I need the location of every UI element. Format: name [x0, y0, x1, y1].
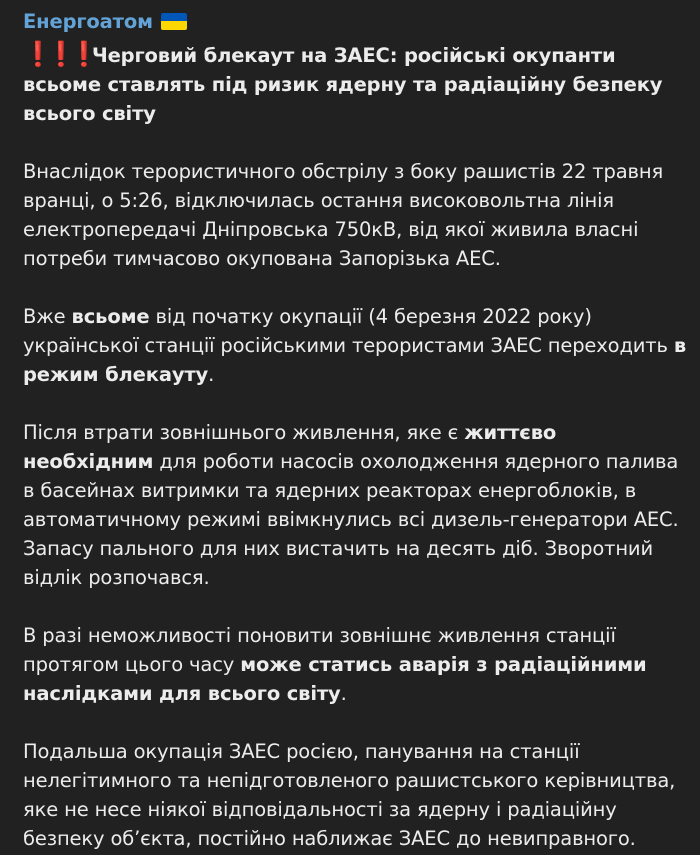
paragraph-4-text-2: .: [340, 682, 347, 705]
paragraph-4-bold-1: може статись аварія з радіаційними наслідками для всього світу: [23, 653, 647, 705]
paragraph-2: [23, 302, 688, 389]
paragraph-3-text-2: для роботи насосів охолодження ядерного палива в басейнах витримки та ядерних реакторах енергоблоків, в автоматичному режимі ввімкнулись всі дизель-генератори АЕС. Запасу пального для них вистачить на десять діб. Зворотний відлік розпочався.: [23, 450, 679, 589]
paragraph-2-bold-2: в режим блекауту: [23, 334, 687, 386]
paragraph-3-text-1: Після втрати зовнішнього живлення, яке є: [23, 421, 465, 444]
ukraine-flag-icon: [161, 13, 187, 30]
paragraph-3: [23, 418, 688, 592]
paragraph-3-bold-1: життєво необхідним: [23, 421, 557, 473]
message-headline: [23, 40, 688, 128]
exclamation-icon: ❗: [67, 40, 101, 68]
paragraph-2-text-2: від початку окупації (4 березня 2022 року) української станції російськими терористами ЗАЕС переходить: [23, 305, 674, 357]
paragraph-4-text-1: В разі неможливості поновити зовнішнє живлення станції протягом цього часу: [23, 624, 616, 676]
exclamation-icon: ❗: [44, 40, 78, 68]
paragraph-5: Подальша окупація ЗАЕС росією, панування на станції нелегітимного та непідготовленого рашистського керівництва, яке не несе ніякої відповідальності за ядерну і радіаційну безпеку об’єкта, постійно наближає ЗАЕС до невиправного.: [23, 740, 676, 850]
headline-text: Черговий блекаут на ЗАЕС: російські окупанти всьоме ставлять під ризик ядерну та радіаційну безпеку всього світу: [23, 44, 663, 125]
paragraph-4: [23, 621, 688, 708]
sender-name[interactable]: Енергоатом: [23, 9, 153, 33]
paragraph-2-bold-1: всьоме: [71, 305, 150, 328]
sender-header: [23, 6, 688, 36]
flag-yellow-stripe: [161, 21, 187, 30]
paragraph-2-text-3: .: [208, 363, 215, 386]
paragraph-1: Внаслідок терористичного обстрілу з боку рашистів 22 травня вранці, о 5:26, відключилась остання високовольтна лінія електропередачі Дніпровська 750кВ, від якої живила власні потреби тимчасово окупована Запорізька АЕС.: [23, 160, 664, 270]
exclamation-icon: ❗: [21, 40, 55, 68]
paragraph-2-text-1: Вже: [23, 305, 72, 328]
flag-blue-stripe: [161, 13, 187, 22]
